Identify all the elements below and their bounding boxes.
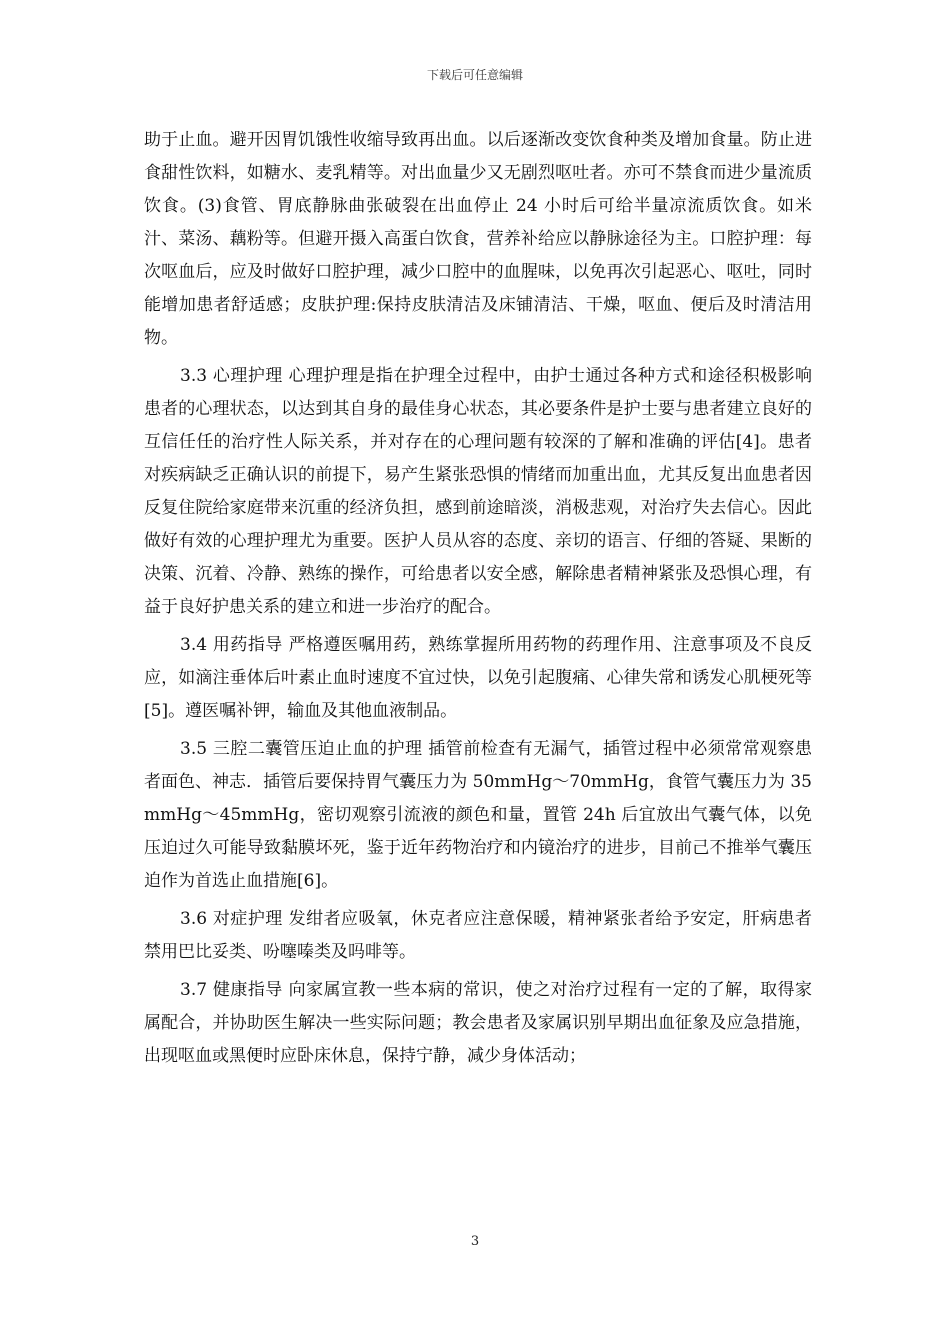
page-number: 3 — [470, 1234, 480, 1249]
paragraph-psychological-care: 3.3 心理护理 心理护理是指在护理全过程中，由护士通过各种方式和途径积极影响患者的心理状态，以达到其自身的最佳身心状态，其必要条件是护士要与患者建立良好的互信任任的治疗性人际关系，并对存在的心理问题有较深的了解和准确的评估[4]。患者对疾病缺乏正确认识的前提下，易产生紧张恐惧的情绪而加重出血，尤其反复出血患者因反复住院给家庭带来沉重的经济负担，感到前途暗淡，消极悲观，对治疗失去信心。因此做好有效的心理护理尤为重要。医护人员从容的态度、亲切的语言、仔细的答疑、果断的决策、沉着、冷静、熟练的操作，可给患者以安全感，解除患者精神紧张及恐惧心理，有益于良好护患关系的建立和进一步治疗的配合。 — [144, 366, 812, 617]
paragraph-symptomatic-care: 3.6 对症护理 发绀者应吸氧，休克者应注意保暖，精神紧张者给予安定，肝病患者禁用巴比妥类、吩噻嗪类及吗啡等。 — [144, 909, 812, 962]
document-body — [144, 124, 812, 1073]
paragraph-balloon-tube-care: 3.5 三腔二囊管压迫止血的护理 插管前检查有无漏气，插管过程中必须常常观察患者面色、神志．插管后要保持胃气囊压力为 50mmHg～70mmHg，食管气囊压力为 35mmHg～45mmHg，密切观察引流液的颜色和量，置管 24h 后宜放出气囊气体，以免压迫过久可能导致黏膜坏死，鉴于近年药物治疗和内镜治疗的进步，目前己不推举气囊压迫作为首选止血措施[6]。 — [144, 739, 812, 891]
paragraph-medication-guidance: 3.4 用药指导 严格遵医嘱用药，熟练掌握所用药物的药理作用、注意事项及不良反应，如滴注垂体后叶素止血时速度不宜过快，以免引起腹痛、心律失常和诱发心肌梗死等[5]。遵医嘱补钾，输血及其他血液制品。 — [144, 635, 812, 721]
paragraph-diet-care: 助于止血。避开因胃饥饿性收缩导致再出血。以后逐渐改变饮食种类及增加食量。防止进食甜性饮料，如糖水、麦乳精等。对出血量少又无剧烈呕吐者。亦可不禁食而进少量流质饮食。(3)食管、胃底静脉曲张破裂在出血停止 24 小时后可给半量凉流质饮食。如米汁、菜汤、藕粉等。但避开摄入高蛋白饮食，营养补给应以静脉途径为主。口腔护理：每次呕血后，应及时做好口腔护理，减少口腔中的血腥味，以免再次引起恶心、呕吐，同时能增加患者舒适感；皮肤护理:保持皮肤清洁及床铺清洁、干燥，呕血、便后及时清洁用物。 — [144, 130, 812, 348]
page-header: 下载后可任意编辑 — [426, 68, 523, 82]
paragraph-health-guidance: 3.7 健康指导 向家属宣教一些本病的常识，使之对治疗过程有一定的了解，取得家属配合，并协助医生解决一些实际问题；教会患者及家属识别早期出血征象及应急措施，出现呕血或黑便时应卧床休息，保持宁静，减少身体活动； — [144, 980, 812, 1066]
